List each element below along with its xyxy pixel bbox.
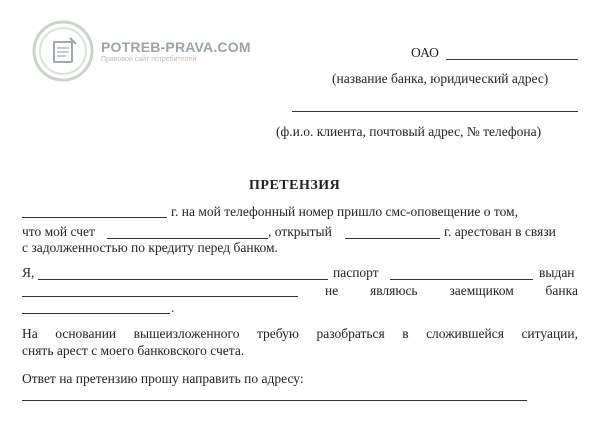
p2-passport-label: паспорт [333, 265, 379, 280]
p2-line2-words [325, 283, 578, 299]
p3-word: ситуации, [521, 326, 578, 341]
p2-issued-label: выдан [539, 265, 575, 280]
p4-line1-text: Ответ на претензию прошу направить по адресу: [22, 371, 304, 386]
issued-by-line [22, 296, 298, 297]
logo-tagline: Правовой сайт потребителей [101, 56, 197, 63]
passport-line [390, 279, 533, 280]
p2-line3-end: . [171, 300, 175, 315]
p3-word: сложившейся [426, 326, 504, 341]
p3-word: вышеизложенного [133, 326, 240, 341]
p3-line2-text: снять арест с моего банковского счета. [22, 343, 245, 358]
reply-address-line [22, 400, 527, 401]
recipient-prefix: ОАО [411, 45, 439, 60]
p2-i-label: Я, [22, 265, 35, 280]
p1-arrest-label: г. арестован в связи [444, 224, 556, 239]
p2-word-3: заемщиком [449, 283, 514, 298]
page-title: ПРЕТЕНЗИЯ [249, 178, 341, 193]
bank-name-line-2 [22, 313, 170, 314]
date-line [22, 217, 167, 218]
logo-seal-icon [32, 20, 94, 82]
bank-hint: (название банка, юридический адрес) [332, 71, 549, 86]
p3-word: разобраться [316, 326, 385, 341]
p3-line1-words [22, 326, 578, 342]
p2-word-2: являюсь [370, 283, 418, 298]
p3-word: На [22, 326, 38, 341]
p2-word-1: не [325, 283, 339, 298]
p1-account-label: что мой счет [22, 224, 95, 239]
client-hint: (ф.и.о. клиента, почтовый адрес, № телефона) [276, 124, 542, 139]
open-date-line [345, 238, 440, 239]
p3-word: требую [256, 326, 299, 341]
bank-name-line [446, 59, 578, 60]
p1-line1-text: г. на мой телефонный номер пришло смс-оповещение о том, [171, 204, 518, 219]
p3-word: в [402, 326, 409, 341]
fio-line [38, 279, 328, 280]
p1-opened-label: , открытый [268, 224, 332, 239]
p2-word-4: банка [545, 283, 578, 298]
logo-name: POTREB-PRAVA.COM [101, 39, 251, 55]
p1-line3-text: с задолженностью по кредиту перед банком. [22, 240, 278, 255]
client-line [292, 111, 578, 112]
p3-word: основании [55, 326, 117, 341]
account-number-line [107, 238, 268, 239]
